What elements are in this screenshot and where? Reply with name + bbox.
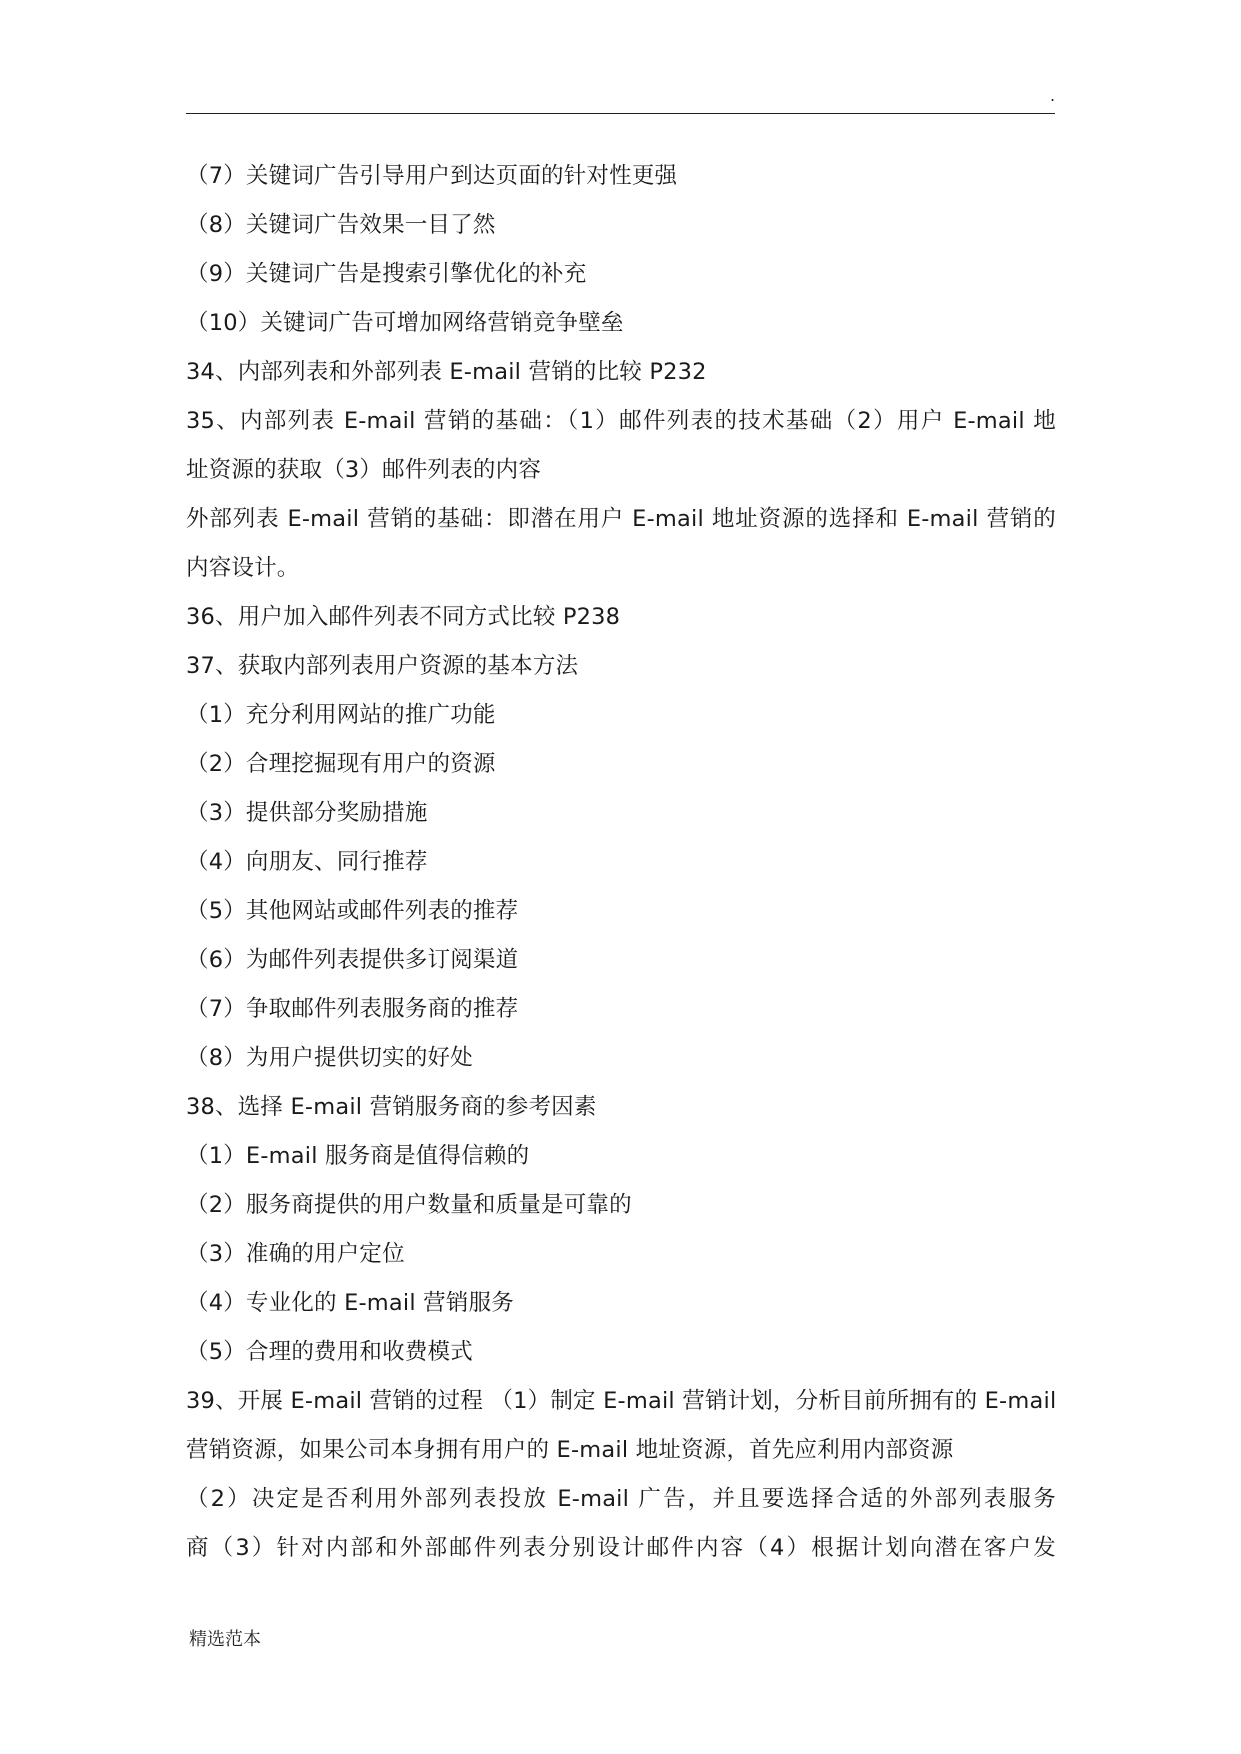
text-line: 39、开展 E-mail 营销的过程 （1）制定 E-mail 营销计划，分析目前所拥有的 E-mail [186,1388,1057,1414]
text-line: （3）提供部分奖励措施 [186,800,428,826]
text-line: 37、获取内部列表用户资源的基本方法 [186,653,579,679]
text-line: （5）其他网站或邮件列表的推荐 [186,898,519,924]
text-line: （4）向朋友、同行推荐 [186,849,428,875]
text-line: 址资源的获取（3）邮件列表的内容 [186,457,542,483]
text-line: （7）争取邮件列表服务商的推荐 [186,996,519,1022]
text-line: （8）为用户提供切实的好处 [186,1045,473,1071]
text-line: （7）关键词广告引导用户到达页面的针对性更强 [186,163,678,189]
text-line: （5）合理的费用和收费模式 [186,1339,473,1365]
text-line: （10）关键词广告可增加网络营销竞争壁垒 [186,310,624,336]
text-line: 34、内部列表和外部列表 E-mail 营销的比较 P232 [186,359,707,385]
text-line: （4）专业化的 E-mail 营销服务 [186,1290,514,1316]
text-line: 外部列表 E-mail 营销的基础：即潜在用户 E-mail 地址资源的选择和 E-mail 营销的 [186,506,1056,532]
text-line: 内容设计。 [186,555,300,581]
text-line: （2）决定是否利用外部列表投放 E-mail 广告，并且要选择合适的外部列表服务 [186,1486,1056,1512]
text-line: 38、选择 E-mail 营销服务商的参考因素 [186,1094,597,1120]
footer-label: 精选范本 [189,1629,261,1650]
text-line: （2）服务商提供的用户数量和质量是可靠的 [186,1192,632,1218]
header-mark: . [1050,86,1056,105]
text-line: （6）为邮件列表提供多订阅渠道 [186,947,519,973]
text-line: 35、内部列表 E-mail 营销的基础：（1）邮件列表的技术基础（2）用户 E-mail 地 [186,408,1056,434]
text-line: （9）关键词广告是搜索引擎优化的补充 [186,261,587,287]
text-line: （1）充分利用网站的推广功能 [186,702,496,728]
body-text [186,152,1056,1573]
header-rule [186,113,1055,114]
text-line: 36、用户加入邮件列表不同方式比较 P238 [186,604,621,630]
text-line: （1）E-mail 服务商是值得信赖的 [186,1143,530,1169]
text-line: 商（3）针对内部和外部邮件列表分别设计邮件内容（4）根据计划向潜在客户发 [186,1535,1056,1561]
text-line: 营销资源，如果公司本身拥有用户的 E-mail 地址资源，首先应利用内部资源 [186,1437,954,1463]
text-line: （3）准确的用户定位 [186,1241,405,1267]
text-line: （8）关键词广告效果一目了然 [186,212,496,238]
text-line: （2）合理挖掘现有用户的资源 [186,751,496,777]
